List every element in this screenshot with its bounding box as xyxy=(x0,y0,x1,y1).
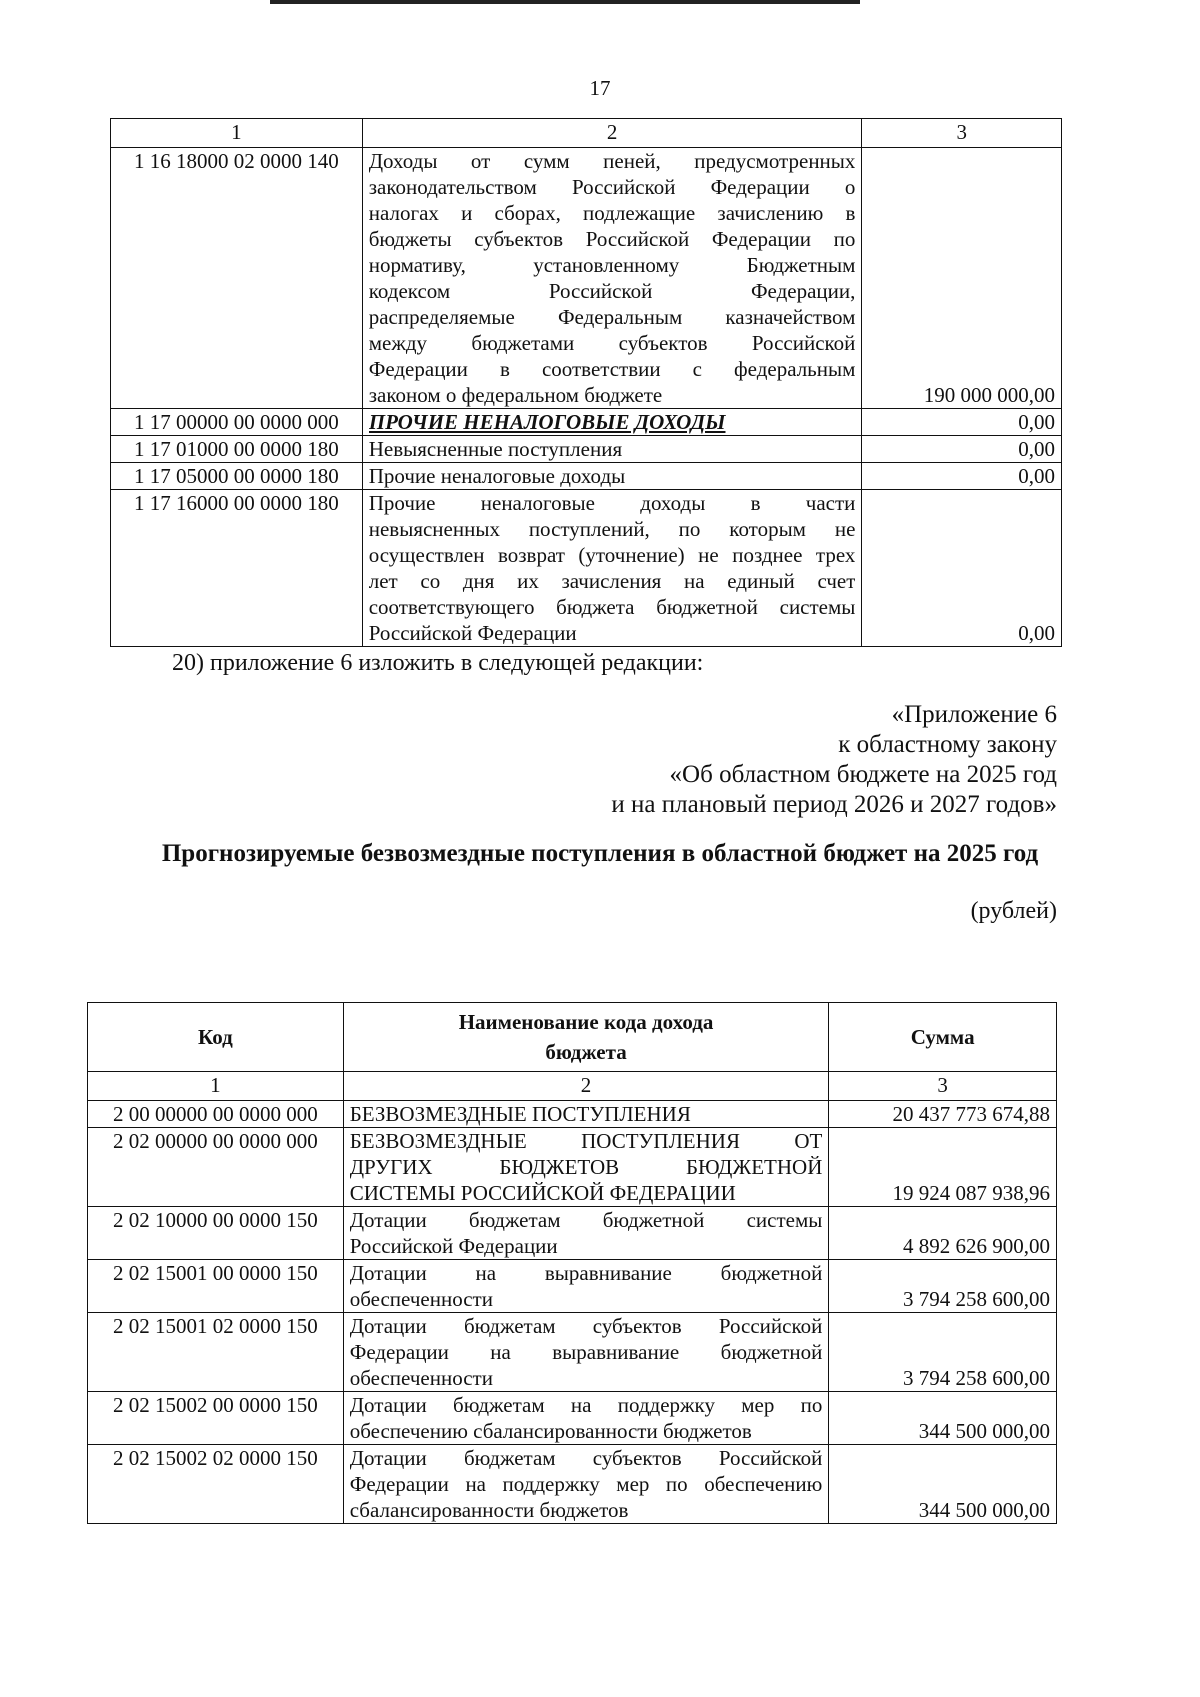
amount: 344 500 000,00 xyxy=(829,1392,1057,1445)
income-name-line: БЕЗВОЗМЕЗДНЫЕ ПОСТУПЛЕНИЯ ОТ xyxy=(349,1129,823,1153)
income-name-line: Федерации в соответствии с федеральным xyxy=(368,357,856,381)
amount: 0,00 xyxy=(862,409,1062,436)
income-name-line: Прочие неналоговые доходы xyxy=(368,464,626,488)
table-row xyxy=(88,1128,1057,1207)
amount: 0,00 xyxy=(862,436,1062,463)
income-name-line: Прочие неналоговые доходы в части xyxy=(368,491,856,515)
annex-line: «Об областном бюджете на 2025 год xyxy=(669,761,1057,788)
table-row xyxy=(111,490,1062,647)
income-name xyxy=(362,463,862,490)
income-code: 1 17 05000 00 0000 180 xyxy=(111,463,363,490)
income-name xyxy=(343,1128,829,1207)
income-name-line: обеспеченности xyxy=(349,1287,493,1311)
amendment-paragraph: 20) приложение 6 изложить в следующей редакции: xyxy=(172,650,704,676)
income-code: 2 02 15001 02 0000 150 xyxy=(88,1313,344,1392)
income-name xyxy=(343,1260,829,1313)
income-name-line: ПРОЧИЕ НЕНАЛОГОВЫЕ ДОХОДЫ xyxy=(368,410,726,434)
income-name-line: соответствующего бюджета бюджетной системы xyxy=(368,595,856,619)
income-name-line: Российской Федерации xyxy=(368,621,577,645)
income-name-line: бюджеты субъектов Российской Федерации по xyxy=(368,227,856,251)
income-name-line: нормативу, установленному Бюджетным xyxy=(368,253,856,277)
column-header-name: Наименование кода дохода бюджета xyxy=(343,1003,829,1072)
table-row xyxy=(88,1313,1057,1392)
table-header-row xyxy=(88,1003,1057,1072)
income-name-line: Федерации на выравнивание бюджетной xyxy=(349,1340,823,1364)
column-header-amount: Сумма xyxy=(829,1003,1057,1072)
income-name-line: Невыясненные поступления xyxy=(368,437,623,461)
income-name-line: между бюджетами субъектов Российской xyxy=(368,331,856,355)
amount: 3 794 258 600,00 xyxy=(829,1313,1057,1392)
income-name-line: Доходы от сумм пеней, предусмотренных xyxy=(368,149,856,173)
column-number: 1 xyxy=(88,1072,344,1101)
amount: 0,00 xyxy=(862,490,1062,647)
page-number: 17 xyxy=(589,76,611,100)
income-code: 1 16 18000 02 0000 140 xyxy=(111,148,363,409)
income-name-line: Дотации бюджетам субъектов Российской xyxy=(349,1314,823,1338)
income-name-line: обеспеченности xyxy=(349,1366,493,1390)
table-row xyxy=(111,148,1062,409)
amount: 190 000 000,00 xyxy=(862,148,1062,409)
column-number: 2 xyxy=(362,119,862,148)
income-name xyxy=(343,1101,829,1128)
table-row xyxy=(88,1445,1057,1524)
table-row xyxy=(88,1207,1057,1260)
table-row xyxy=(88,1392,1057,1445)
income-code: 1 17 01000 00 0000 180 xyxy=(111,436,363,463)
column-number: 2 xyxy=(343,1072,829,1101)
revenue-table-continued xyxy=(110,118,1062,647)
column-number: 1 xyxy=(111,119,363,148)
income-code: 2 00 00000 00 0000 000 xyxy=(88,1101,344,1128)
income-name xyxy=(362,436,862,463)
amount: 0,00 xyxy=(862,463,1062,490)
income-name-line: законодательством Российской Федерации о xyxy=(368,175,856,199)
income-name xyxy=(343,1445,829,1524)
income-name xyxy=(362,148,862,409)
income-code: 2 02 00000 00 0000 000 xyxy=(88,1128,344,1207)
income-name-line: распределяемые Федеральным казначейством xyxy=(368,305,856,329)
income-name-line: Дотации бюджетам субъектов Российской xyxy=(349,1446,823,1470)
income-name-line: осуществлен возврат (уточнение) не позднее трех xyxy=(368,543,856,567)
units-label: (рублей) xyxy=(970,898,1057,924)
income-name-line: ДРУГИХ БЮДЖЕТОВ БЮДЖЕТНОЙ xyxy=(349,1155,823,1179)
table-row xyxy=(88,1101,1057,1128)
column-header-code: Код xyxy=(88,1003,344,1072)
income-name-line: законом о федеральном бюджете xyxy=(368,383,663,407)
income-name xyxy=(362,490,862,647)
column-number: 3 xyxy=(829,1072,1057,1101)
income-name-line: Дотации бюджетам на поддержку мер по xyxy=(349,1393,823,1417)
income-name-line: Федерации на поддержку мер по обеспечению xyxy=(349,1472,823,1496)
income-name xyxy=(343,1207,829,1260)
amount: 344 500 000,00 xyxy=(829,1445,1057,1524)
table-row xyxy=(88,1260,1057,1313)
income-name-line: невыясненных поступлений, по которым не xyxy=(368,517,856,541)
income-name-line: кодексом Российской Федерации, xyxy=(368,279,856,303)
annex-line: «Приложение 6 xyxy=(891,701,1057,728)
table-row xyxy=(111,463,1062,490)
column-number: 3 xyxy=(862,119,1062,148)
column-number-row xyxy=(111,119,1062,148)
income-code: 1 17 00000 00 0000 000 xyxy=(111,409,363,436)
income-code: 1 17 16000 00 0000 180 xyxy=(111,490,363,647)
amount: 20 437 773 674,88 xyxy=(829,1101,1057,1128)
income-name xyxy=(362,409,862,436)
income-name-line: СИСТЕМЫ РОССИЙСКОЙ ФЕДЕРАЦИИ xyxy=(349,1181,736,1205)
income-name xyxy=(343,1392,829,1445)
scan-edge-mark xyxy=(270,0,860,4)
income-name-line: обеспечению сбалансированности бюджетов xyxy=(349,1419,752,1443)
amount: 3 794 258 600,00 xyxy=(829,1260,1057,1313)
amount: 4 892 626 900,00 xyxy=(829,1207,1057,1260)
column-number-row xyxy=(88,1072,1057,1101)
annex-heading xyxy=(611,700,1057,820)
document-title: Прогнозируемые безвозмездные поступления в областной бюджет на 2025 год xyxy=(161,840,1039,867)
income-name-line: сбалансированности бюджетов xyxy=(349,1498,629,1522)
income-code: 2 02 15001 00 0000 150 xyxy=(88,1260,344,1313)
table-row xyxy=(111,409,1062,436)
income-name-line: Российской Федерации xyxy=(349,1234,558,1258)
income-name-line: БЕЗВОЗМЕЗДНЫЕ ПОСТУПЛЕНИЯ xyxy=(349,1102,691,1126)
annex-line: к областному закону xyxy=(838,731,1057,758)
amount: 19 924 087 938,96 xyxy=(829,1128,1057,1207)
income-name-line: лет со дня их зачисления на единый счет xyxy=(368,569,856,593)
income-code: 2 02 10000 00 0000 150 xyxy=(88,1207,344,1260)
income-name-line: налогах и сборах, подлежащие зачислению в xyxy=(368,201,856,225)
grants-table xyxy=(87,1002,1057,1524)
income-code: 2 02 15002 00 0000 150 xyxy=(88,1392,344,1445)
income-name xyxy=(343,1313,829,1392)
annex-line: и на плановый период 2026 и 2027 годов» xyxy=(611,791,1057,818)
table-row xyxy=(111,436,1062,463)
income-code: 2 02 15002 02 0000 150 xyxy=(88,1445,344,1524)
income-name-line: Дотации бюджетам бюджетной системы xyxy=(349,1208,823,1232)
income-name-line: Дотации на выравнивание бюджетной xyxy=(349,1261,823,1285)
